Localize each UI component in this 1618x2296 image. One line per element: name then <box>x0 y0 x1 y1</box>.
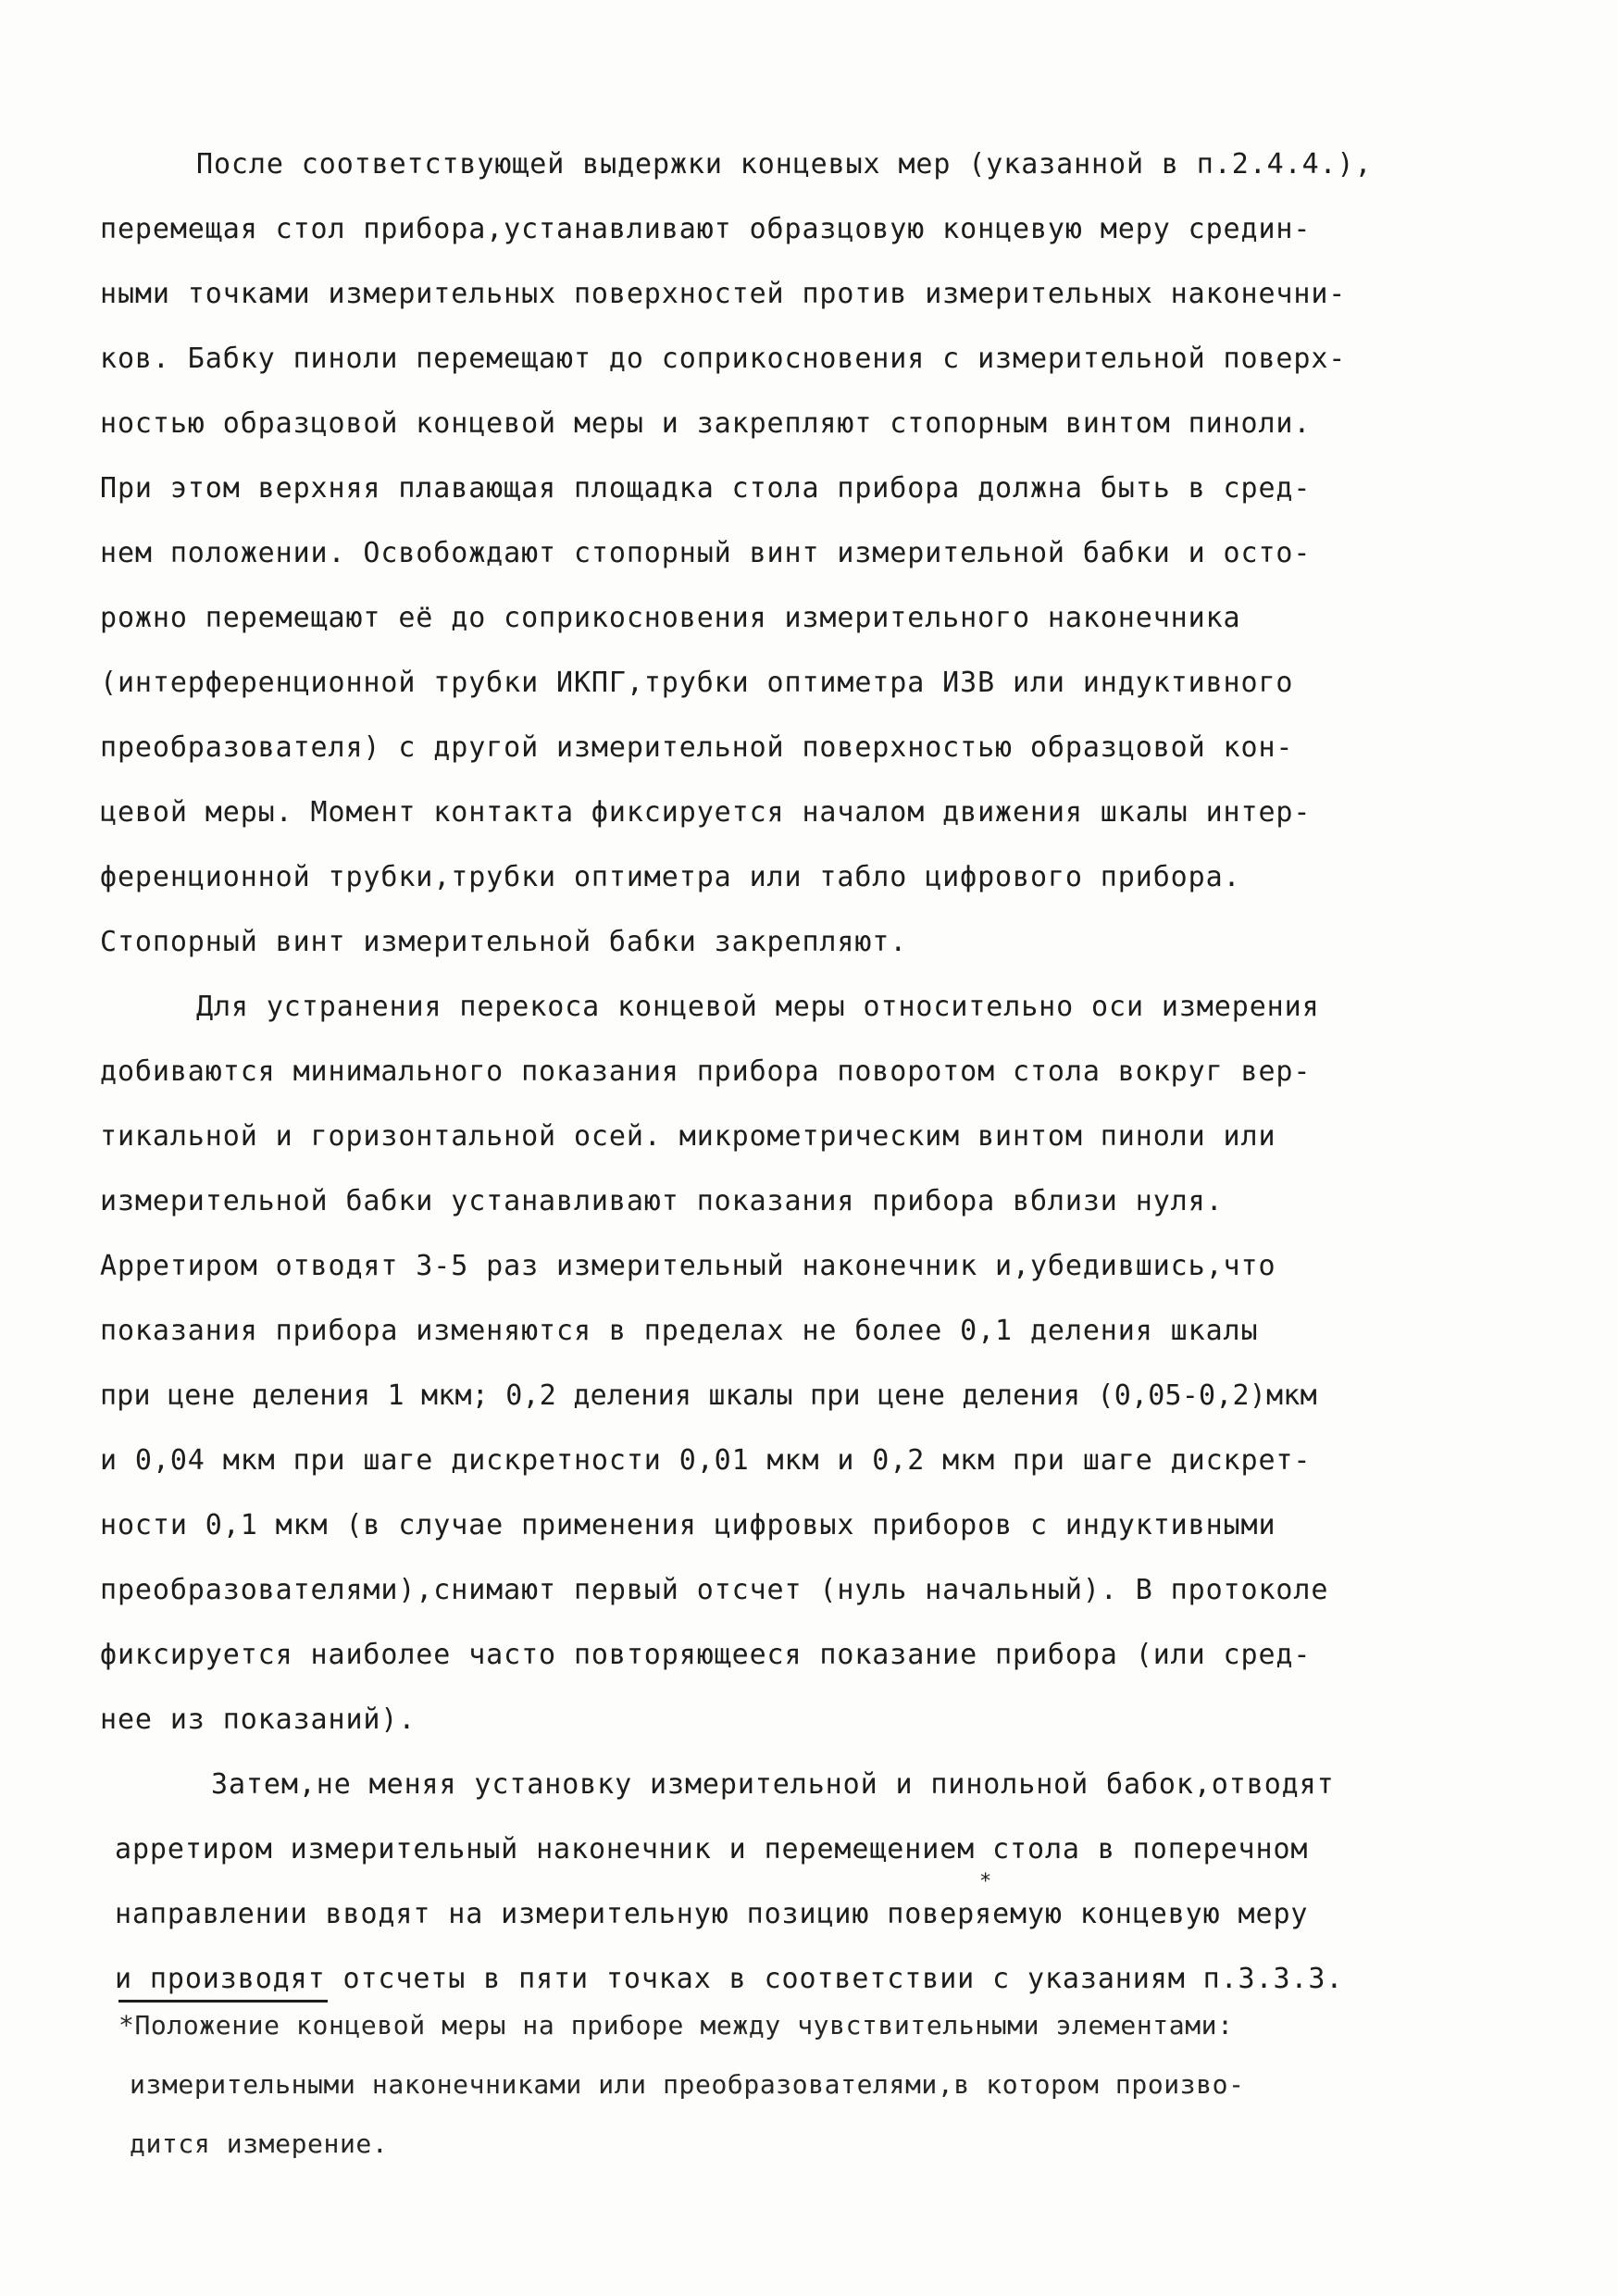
text-line: нее из показаний). <box>100 1703 417 1736</box>
footnote-line: дится измерение. <box>130 2128 389 2159</box>
footnote-divider <box>118 2000 328 2003</box>
text-line: При этом верхняя плавающая площадка стола прибора должна быть в сред- <box>100 472 1312 505</box>
text-line: Для устранения перекоса концевой меры относительно оси измерения <box>196 991 1320 1023</box>
text-line: измерительной бабки устанавливают показания прибора вблизи нуля. <box>100 1185 1224 1217</box>
text-line: ности 0,1 мкм (в случае применения цифровых приборов с индуктивными <box>100 1509 1276 1541</box>
text-line: арретиром измерительный наконечник и перемещением стола в поперечном <box>115 1833 1309 1866</box>
text-line: цевой меры. Момент контакта фиксируется началом движения шкалы интер- <box>100 796 1312 829</box>
text-line: и производят отсчеты в пяти точках в соответствии с указаниям п.3.3.3. <box>115 1963 1344 1995</box>
text-line: при цене деления 1 мкм; 0,2 деления шкалы при цене деления (0,05-0,2)мкм <box>100 1379 1317 1412</box>
text-line: ными точками измерительных поверхностей против измерительных наконечни- <box>100 278 1347 310</box>
text-line: перемещая стол прибора,устанавливают образцовую концевую меру средин- <box>100 213 1312 245</box>
text-line: ков. Бабку пиноли перемещают до соприкосновения с измерительной поверх- <box>100 343 1347 375</box>
footnote-marker: * <box>979 1870 992 1893</box>
text-line: направлении вводят на измерительную позицию поверяемую концевую меру <box>115 1898 1309 1930</box>
text-line: и 0,04 мкм при шаге дискретности 0,01 мкм и 0,2 мкм при шаге дискрет- <box>100 1444 1312 1477</box>
footnote-line: измерительными наконечниками или преобразователями,в котором произво- <box>130 2069 1245 2100</box>
text-line: Стопорный винт измерительной бабки закрепляют. <box>100 926 908 958</box>
text-line: преобразователя) с другой измерительной поверхностью образцовой кон- <box>100 731 1294 764</box>
text-line: ностью образцовой концевой меры и закрепляют стопорным винтом пиноли. <box>100 407 1312 440</box>
text-line: фиксируется наиболее часто повторяющееся показание прибора (или сред- <box>100 1639 1312 1671</box>
text-line: преобразователями),снимают первый отсчет (нуль начальный). В протоколе <box>100 1574 1329 1606</box>
text-line: нем положении. Освобождают стопорный винт измерительной бабки и осто- <box>100 537 1312 569</box>
text-line: тикальной и горизонтальной осей. микрометрическим винтом пиноли или <box>100 1120 1276 1153</box>
text-line: показания прибора изменяются в пределах не более 0,1 деления шкалы <box>100 1315 1259 1347</box>
text-line: рожно перемещают её до соприкосновения измерительного наконечника <box>100 602 1241 634</box>
text-line: добиваются минимального показания прибора поворотом стола вокруг вер- <box>100 1055 1312 1088</box>
text-line: Арретиром отводят 3-5 раз измерительный наконечник и,убедившись,что <box>100 1250 1276 1282</box>
text-line: Затем,не меняя установку измерительной и пинольной бабок,отводят <box>211 1768 1335 1801</box>
text-line: После соответствующей выдержки концевых мер (указанной в п.2.4.4.), <box>196 148 1373 181</box>
text-line: ференционной трубки,трубки оптиметра или табло цифрового прибора. <box>100 861 1241 893</box>
text-line: (интерференционной трубки ИКПГ,трубки оптиметра ИЗВ или индуктивного <box>100 667 1294 699</box>
footnote-line: *Положение концевой меры на приборе между чувствительными элементами: <box>118 2010 1234 2040</box>
